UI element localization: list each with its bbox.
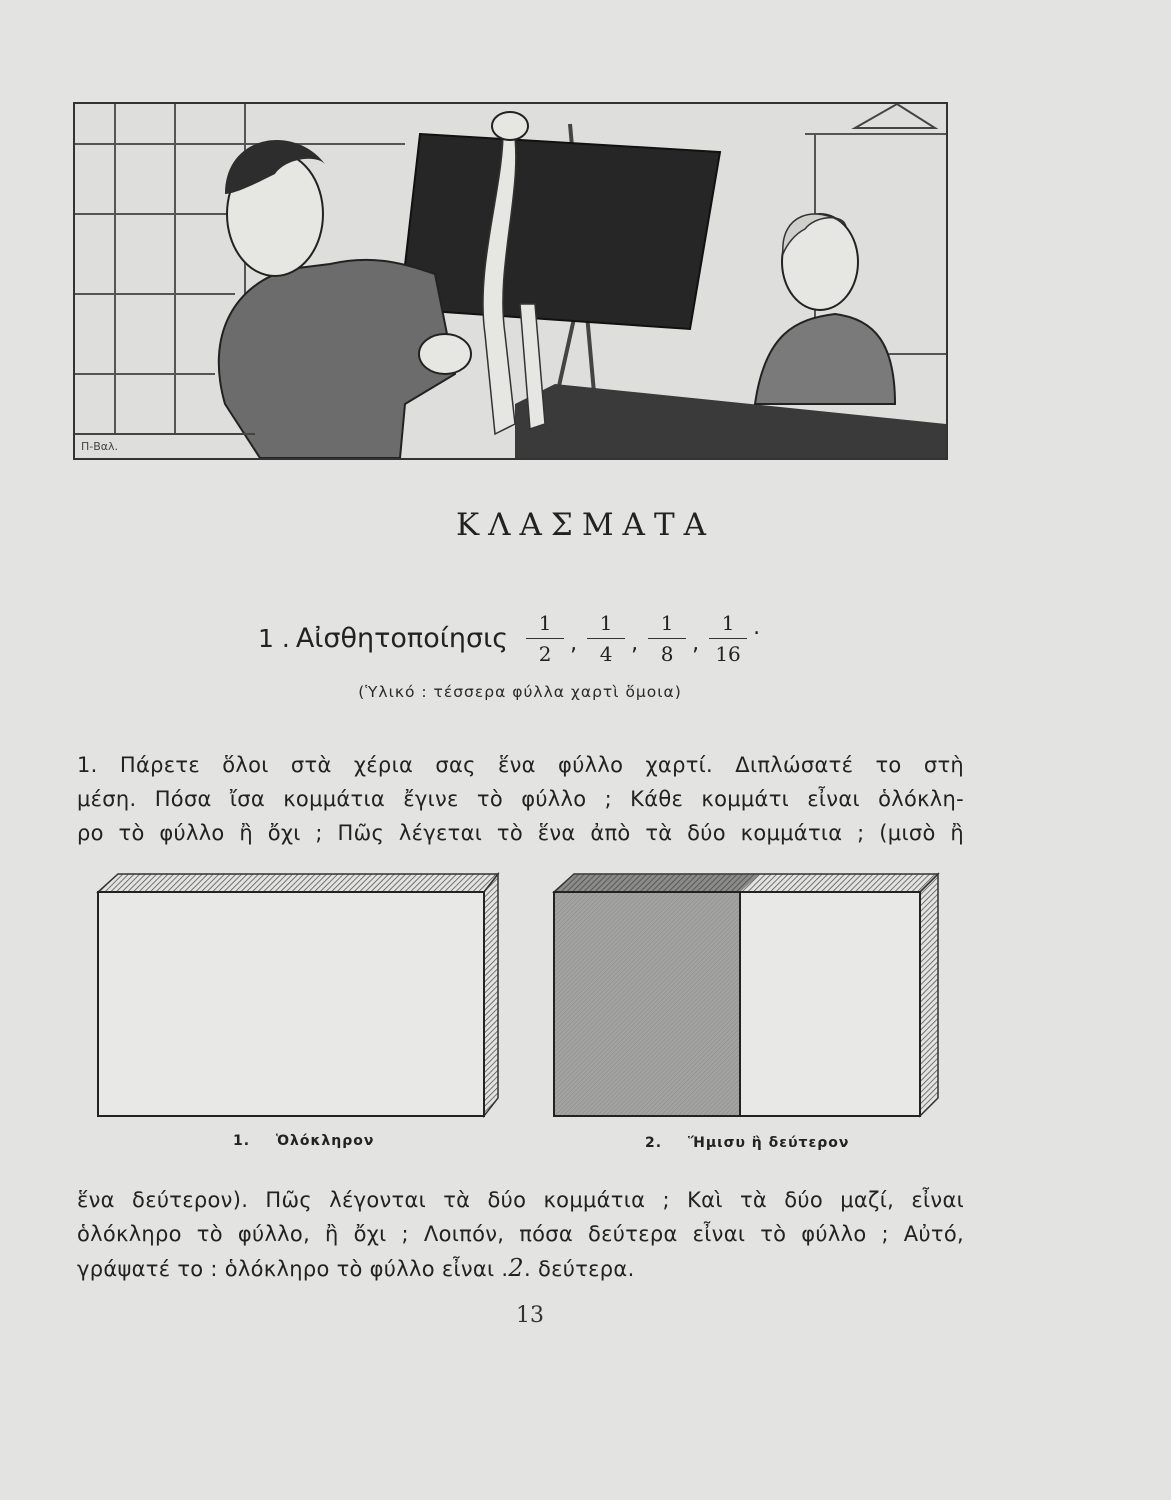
fraction-denominator: 8 xyxy=(660,641,674,666)
page-number: 13 xyxy=(516,1303,544,1328)
figure-whole-sheet xyxy=(96,872,502,1122)
paragraph-line: μέση. Πόσα ἴσα κομμάτια ἔγινε τὸ φύλλο ; Κάθε κομμάτι εἶναι ὁλόκλη- xyxy=(77,787,964,811)
figure-index: 1. xyxy=(233,1133,251,1149)
illustration-drawing xyxy=(75,104,946,458)
section-heading xyxy=(258,603,766,673)
chapter-title: ΚΛΑΣΜΑΤΑ xyxy=(455,507,716,543)
fraction-numerator: 1 xyxy=(660,610,674,635)
paragraph-line: ἕνα δεύτερον). Πῶς λέγονται τὰ δύο κομμάτια ; Καὶ τὰ δύο μαζί, εἶναι xyxy=(77,1188,964,1212)
artist-signature: Π-Βαλ. xyxy=(81,440,119,453)
fraction-numerator: 1 xyxy=(721,610,735,635)
fraction-quarter xyxy=(587,611,625,666)
fraction-half xyxy=(526,611,564,666)
paragraph-line: ὁλόκληρο τὸ φύλλο, ἢ ὄχι ; Λοιπόν, πόσα δεύτερα εἶναι τὸ φύλλο ; Αὐτό, xyxy=(77,1222,964,1246)
fraction-denominator: 4 xyxy=(599,641,613,666)
paragraph-instructions xyxy=(77,748,964,850)
figure-half-sheet xyxy=(552,872,942,1122)
fraction-denominator: 2 xyxy=(538,641,552,666)
fraction-terminator: . xyxy=(753,615,761,640)
handwritten-answer: 2 xyxy=(508,1254,524,1282)
paragraph-last-line xyxy=(77,1251,964,1286)
fraction-numerator: 1 xyxy=(599,610,613,635)
fraction-numerator: 1 xyxy=(538,610,552,635)
classroom-illustration xyxy=(73,102,948,460)
paragraph-line: ρο τὸ φύλλο ἢ ὄχι ; Πῶς λέγεται τὸ ἕνα ἀπὸ τὰ δύο κομμάτια ; (μισὸ ἢ xyxy=(77,821,964,845)
figure-caption-text: Ἥμισυ ἢ δεύτερον xyxy=(687,1135,850,1151)
shaded-half xyxy=(554,892,740,1116)
figure-caption-text: Ὁλόκληρον xyxy=(275,1133,375,1149)
paragraph-line: 1. Πάρετε ὅλοι στὰ χέρια σας ἕνα φύλλο χαρτί. Διπλώσατέ το στὴ xyxy=(77,753,964,777)
fraction-denominator: 16 xyxy=(715,641,741,666)
fraction-eighth xyxy=(648,611,686,666)
figure-index: 2. xyxy=(645,1135,663,1151)
fraction-separator: , xyxy=(631,631,639,656)
last-line-after: . δεύτερα. xyxy=(524,1257,635,1281)
section-label: Αἰσθητοποίησις xyxy=(295,622,509,654)
paragraph-continuation xyxy=(77,1183,964,1286)
last-line-before: γράψατέ το : ὁλόκληρο τὸ φύλλο εἶναι . xyxy=(77,1257,509,1281)
figure-caption-half xyxy=(645,1135,849,1151)
fraction-separator: , xyxy=(570,631,578,656)
figure-caption-whole xyxy=(233,1133,374,1149)
fraction-separator: , xyxy=(692,631,700,656)
fraction-sixteenth xyxy=(709,611,747,666)
material-note: (Ὑλικό : τέσσερα φύλλα χαρτὶ ὅμοια) xyxy=(358,683,682,701)
section-number: 1 . xyxy=(258,623,290,653)
